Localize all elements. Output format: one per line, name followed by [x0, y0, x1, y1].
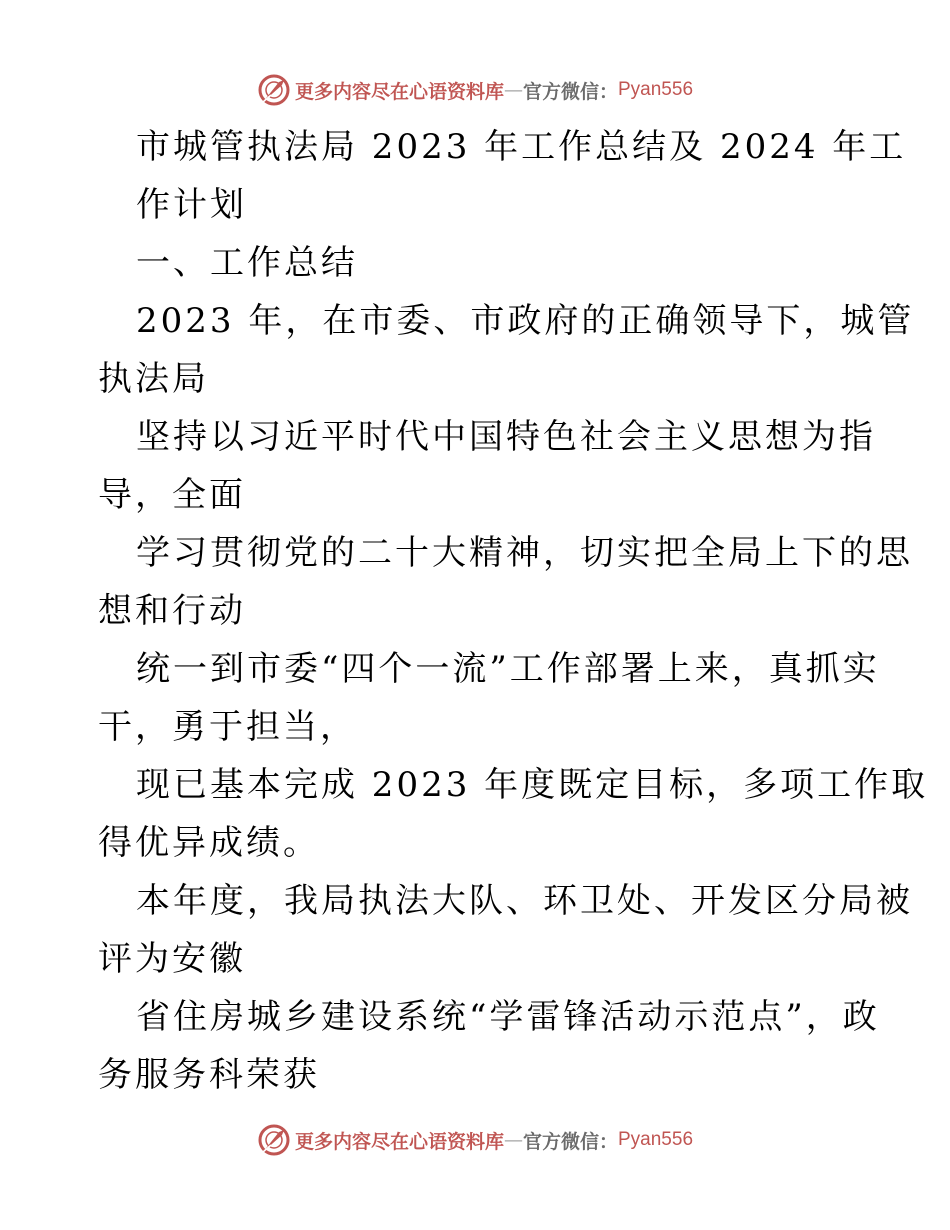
paragraph-line: 导，全面: [98, 475, 246, 515]
paragraph-line: 评为安徽: [98, 939, 246, 979]
paragraph-line: 2023 年，在市委、市政府的正确领导下，城管: [136, 301, 915, 341]
banner-site-text: 更多内容尽在心语资料库: [294, 80, 504, 103]
paragraph-line: 想和行动: [98, 591, 246, 631]
paragraph-line: 坚持以习近平时代中国特色社会主义思想为指: [136, 417, 876, 457]
paragraph-line: 学习贯彻党的二十大精神，切实把全局上下的思: [136, 533, 913, 573]
document-body: [98, 118, 929, 1104]
section-heading: 一、工作总结: [136, 243, 358, 283]
title-line-2: 作计划: [136, 185, 247, 225]
quill-circle-logo-icon: [257, 73, 291, 107]
banner-dash: —: [503, 79, 523, 101]
banner-wechat-id: Pyan556: [618, 1129, 694, 1150]
footer-banner[interactable]: [0, 1120, 950, 1160]
banner-dash: —: [503, 1129, 523, 1151]
paragraph-line: 执法局: [98, 359, 209, 399]
paragraph-line: 现已基本完成 2023 年度既定目标，多项工作取: [136, 765, 929, 805]
banner-wechat-label: 官方微信：: [522, 1130, 618, 1153]
paragraph-line: 得优异成绩。: [98, 823, 320, 863]
paragraph-line: 本年度，我局执法大队、环卫处、开发区分局被: [136, 881, 913, 921]
paragraph-line: 干，勇于担当，: [98, 707, 357, 747]
banner-wechat-label: 官方微信：: [522, 80, 618, 103]
header-banner[interactable]: [0, 70, 950, 110]
title-line-1: 市城管执法局 2023 年工作总结及 2024 年工: [136, 127, 907, 167]
banner-wechat-id: Pyan556: [618, 79, 694, 100]
paragraph-line: 统一到市委“四个一流”工作部署上来，真抓实: [136, 649, 880, 689]
paragraph-line: 务服务科荣获: [98, 1055, 320, 1095]
quill-circle-logo-icon: [257, 1123, 291, 1157]
banner-site-text: 更多内容尽在心语资料库: [294, 1130, 504, 1153]
paragraph-line: 省住房城乡建设系统“学雷锋活动示范点”，政: [136, 997, 880, 1037]
